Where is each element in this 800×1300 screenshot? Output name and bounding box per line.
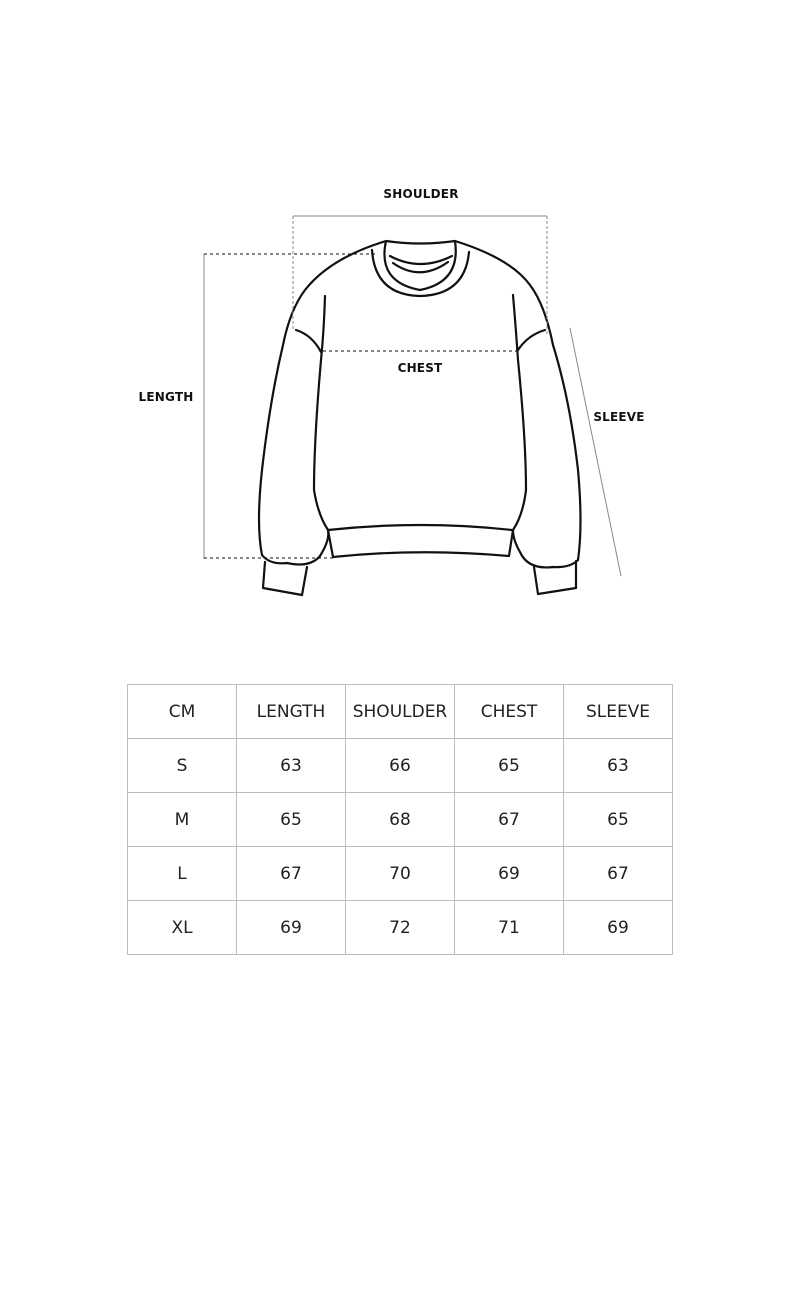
value-cell: 65 [455,739,564,793]
size-cell: M [128,793,237,847]
value-cell: 69 [455,847,564,901]
column-header: CHEST [455,685,564,739]
value-cell: 67 [564,847,673,901]
size-cell: L [128,847,237,901]
value-cell: 71 [455,901,564,955]
value-cell: 63 [564,739,673,793]
size-chart-table [127,684,673,955]
chest-label: CHEST [397,361,443,375]
length-label: LENGTH [138,390,194,404]
size-diagram [0,0,800,640]
value-cell: 67 [237,847,346,901]
sleeve-label: SLEEVE [593,410,645,424]
column-header: SLEEVE [564,685,673,739]
table-row [128,739,673,793]
table-row [128,847,673,901]
sweatshirt-icon [0,0,800,640]
value-cell: 69 [564,901,673,955]
size-cell: S [128,739,237,793]
value-cell: 65 [237,793,346,847]
value-cell: 68 [346,793,455,847]
table-row [128,793,673,847]
size-cell: XL [128,901,237,955]
value-cell: 63 [237,739,346,793]
value-cell: 65 [564,793,673,847]
column-header: SHOULDER [346,685,455,739]
value-cell: 69 [237,901,346,955]
shoulder-label: SHOULDER [383,187,459,201]
column-header: LENGTH [237,685,346,739]
value-cell: 72 [346,901,455,955]
value-cell: 67 [455,793,564,847]
table-row [128,901,673,955]
unit-header: CM [128,685,237,739]
value-cell: 70 [346,847,455,901]
table-header-row [128,685,673,739]
value-cell: 66 [346,739,455,793]
